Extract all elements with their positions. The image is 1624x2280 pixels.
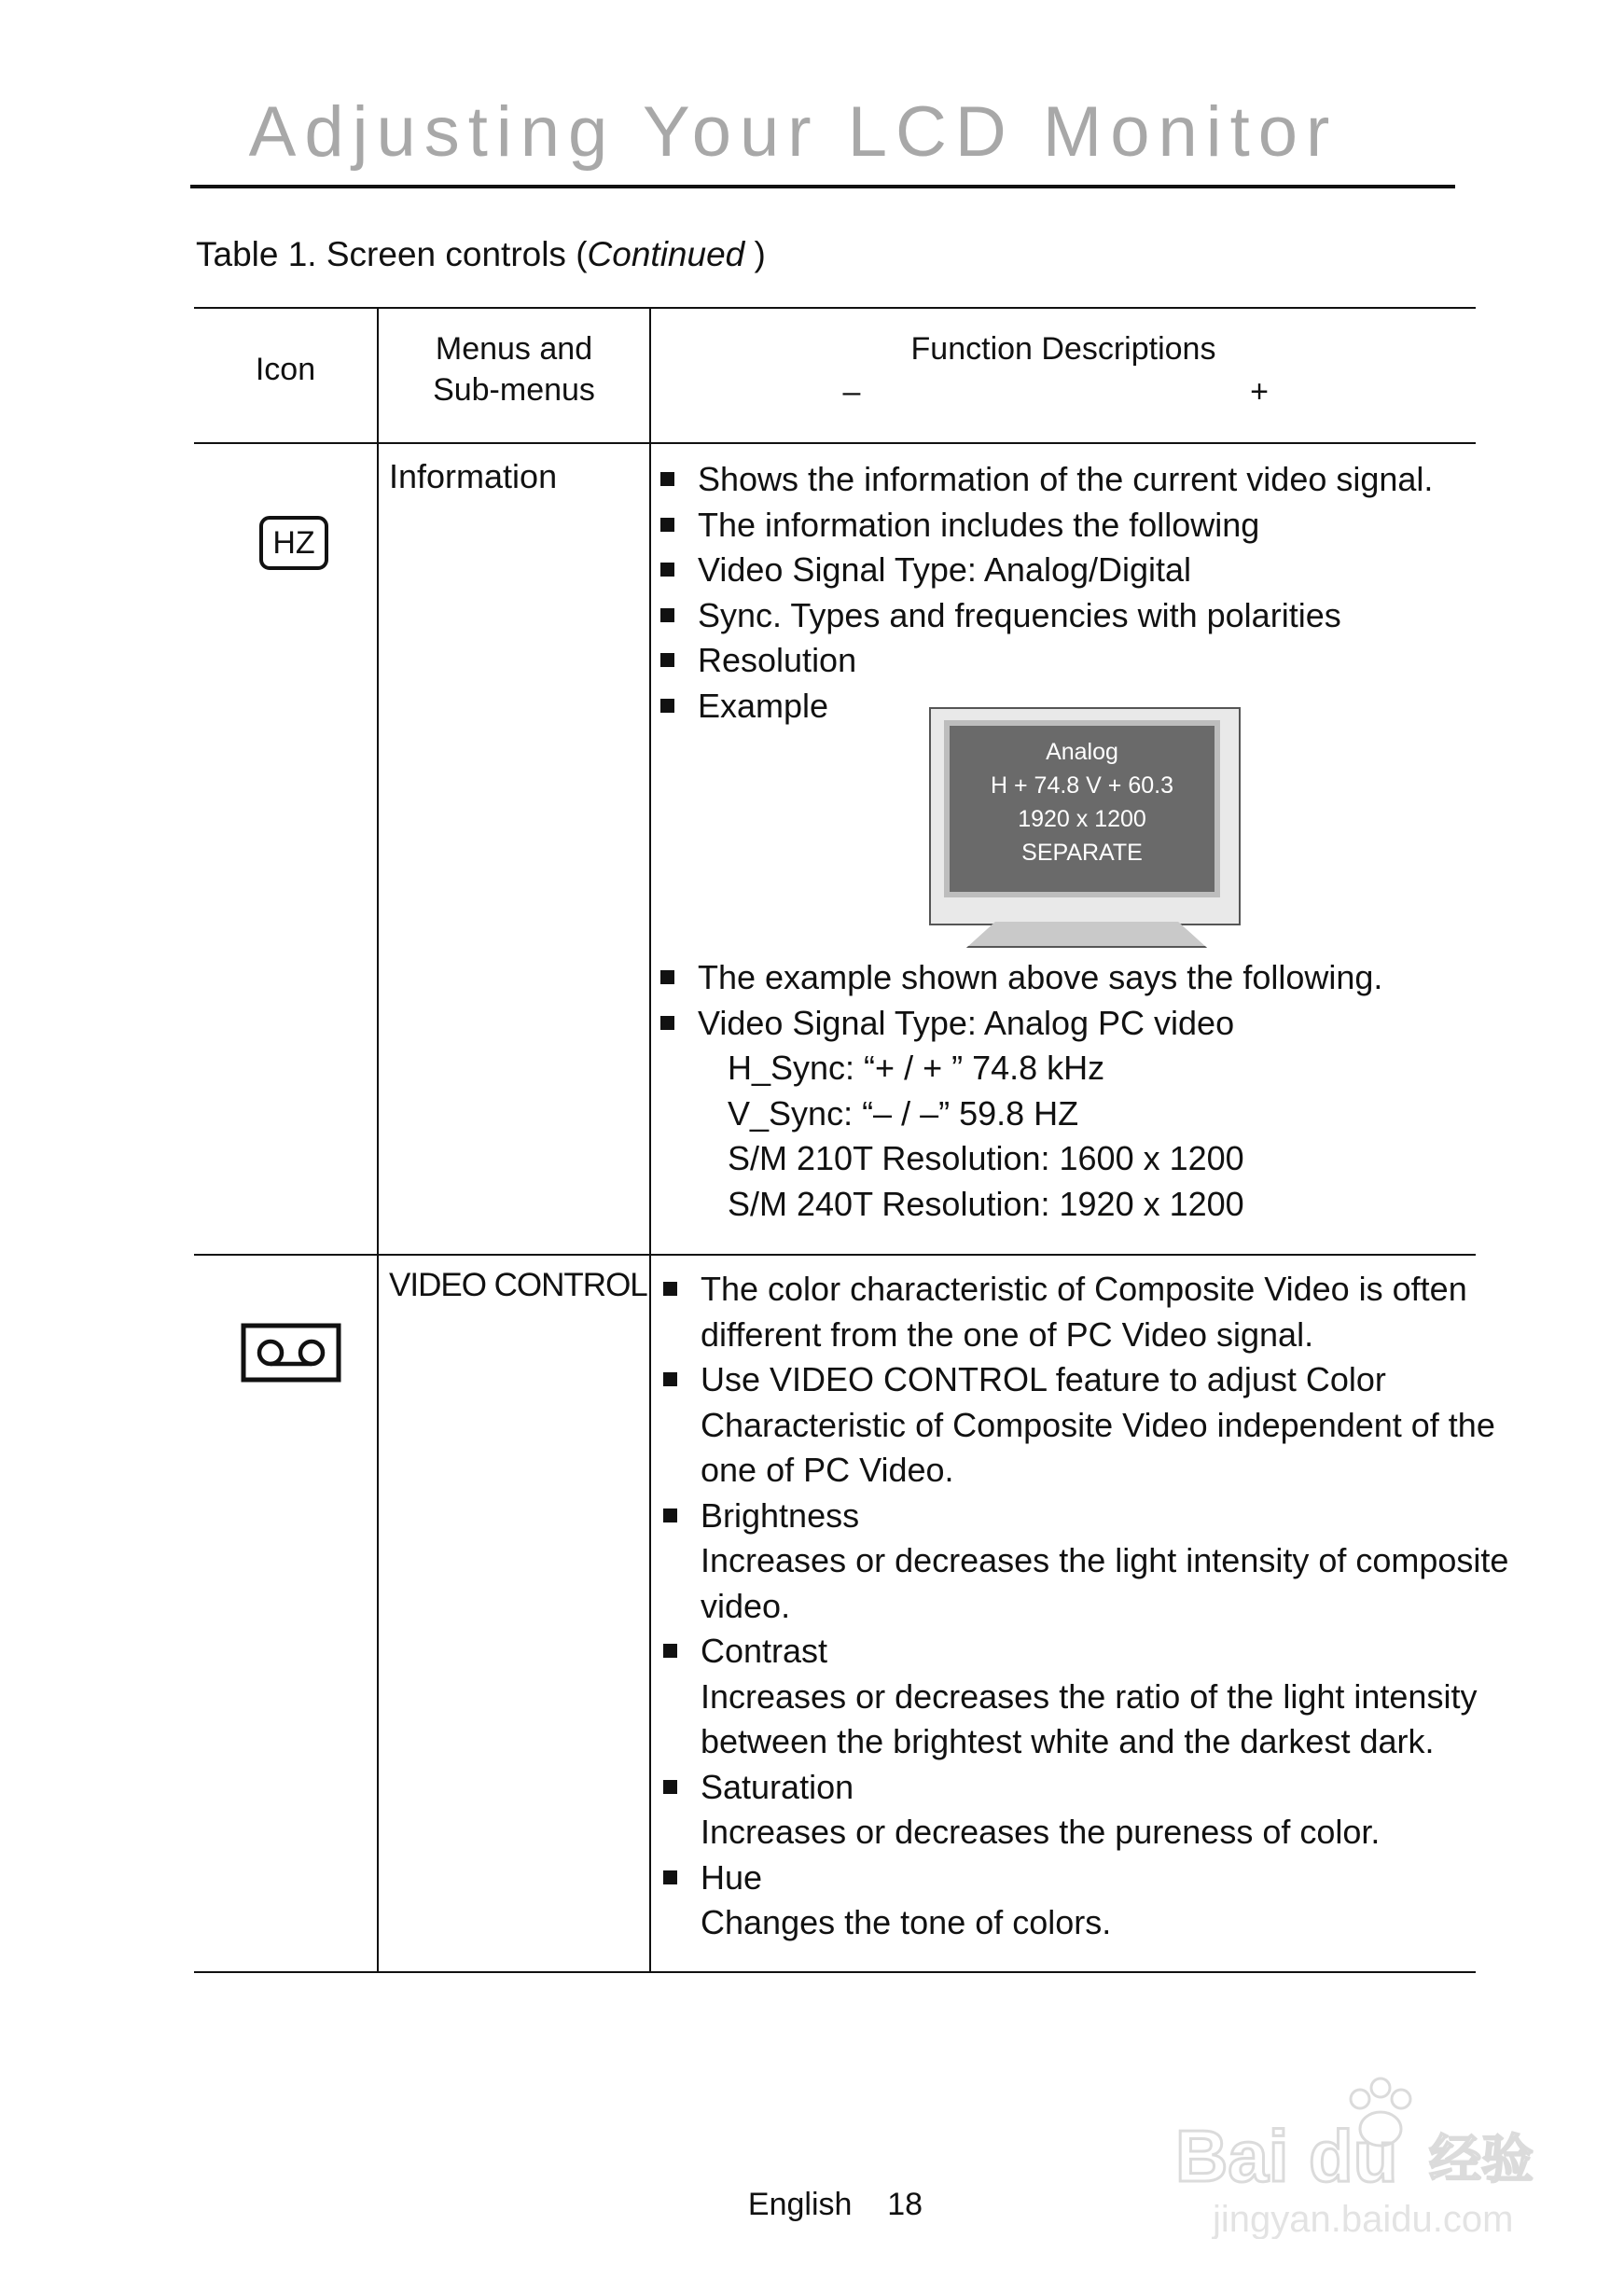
watermark-cn: 经验 [1429,2130,1534,2190]
column-divider-1 [377,307,379,1973]
header-minus: – [842,374,861,410]
caption-italic: Continued [587,235,745,273]
list-item: Video Signal Type: Analog/Digital [698,548,1433,593]
detail-line: S/M 210T Resolution: 1600 x 1200 [728,1139,1244,1177]
table-caption [196,235,766,274]
monitor-illustration [929,707,1241,946]
header-plus: + [1250,374,1269,410]
list-item-continuation: Increases or decreases the pureness of color. [701,1813,1381,1851]
osd-line: Analog [1046,739,1118,765]
header-function: Function Descriptions [910,331,1216,367]
hz-icon-text: HZ [272,525,315,561]
information-bullets-top [698,457,1433,729]
caption-suffix: ) [744,235,766,273]
table-top-rule [194,307,1476,309]
header-menus-line2: Sub-menus [433,372,595,408]
list-item: Contrast [701,1629,1508,1675]
baidu-watermark [1157,2071,1548,2239]
osd-line: SEPARATE [1021,840,1143,866]
table-bottom-rule [194,1971,1476,1973]
list-item-continuation: one of PC Video. [701,1451,954,1489]
menu-video-control: VIDEO CONTROL [389,1267,647,1303]
list-item: The example shown above says the following. [698,955,1382,1001]
list-item: Example [698,684,1433,730]
footer-page-number: 18 [887,2187,923,2222]
list-item: Resolution [698,638,1433,684]
list-item: Sync. Types and frequencies with polarities [698,593,1433,639]
list-item: Video Signal Type: Analog PC video [698,1001,1382,1047]
osd-info [944,720,1220,897]
menu-information: Information [389,457,558,495]
column-divider-2 [649,307,651,1973]
list-item: Shows the information of the current video signal. [698,457,1433,503]
caption-prefix: Table 1. Screen controls ( [196,235,588,273]
list-item: The color characteristic of Composite Video is often [701,1267,1508,1313]
list-item: Use VIDEO CONTROL feature to adjust Color [701,1357,1508,1403]
list-item-continuation: different from the one of PC Video signal. [701,1314,1314,1354]
osd-line: 1920 x 1200 [1018,806,1146,832]
list-item: Brightness [701,1494,1508,1539]
detail-line: H_Sync: “+ / + ” 74.8 kHz [728,1049,1105,1087]
list-item: Saturation [701,1765,1508,1811]
title-rule [190,185,1455,188]
video-control-description [701,1267,1508,1946]
list-item-continuation: between the brightest white and the darkest dark. [701,1722,1435,1760]
hz-icon [259,516,328,570]
list-item: The information includes the following [698,503,1433,549]
header-icon: Icon [255,352,316,387]
header-bottom-rule [194,442,1476,444]
watermark-brand: Bai du [1175,2115,1398,2197]
page-title: Adjusting Your LCD Monitor [248,92,1339,172]
monitor-stand [966,922,1207,948]
footer-language: English [747,2187,853,2222]
header-menus-line1: Menus and [435,331,593,367]
video-tape-icon [241,1323,341,1383]
list-item-continuation: Characteristic of Composite Video independent of the [701,1405,1495,1444]
header-menus [379,328,649,410]
list-item-continuation: video. [701,1586,791,1625]
osd-line: H + 74.8 V + 60.3 [991,772,1173,799]
information-bullets-bottom [698,955,1382,1227]
detail-line: S/M 240T Resolution: 1920 x 1200 [728,1184,1244,1223]
list-item-continuation: Changes the tone of colors. [701,1903,1112,1941]
list-item-continuation: Increases or decreases the ratio of the light intensity [701,1676,1478,1716]
list-item-continuation: Increases or decreases the light intensity of composite [701,1541,1509,1579]
detail-line: V_Sync: “– / –” 59.8 HZ [728,1093,1079,1133]
list-item: Hue [701,1856,1508,1901]
watermark-url: jingyan.baidu.com [1213,2199,1514,2239]
row-divider-rule [194,1254,1476,1256]
